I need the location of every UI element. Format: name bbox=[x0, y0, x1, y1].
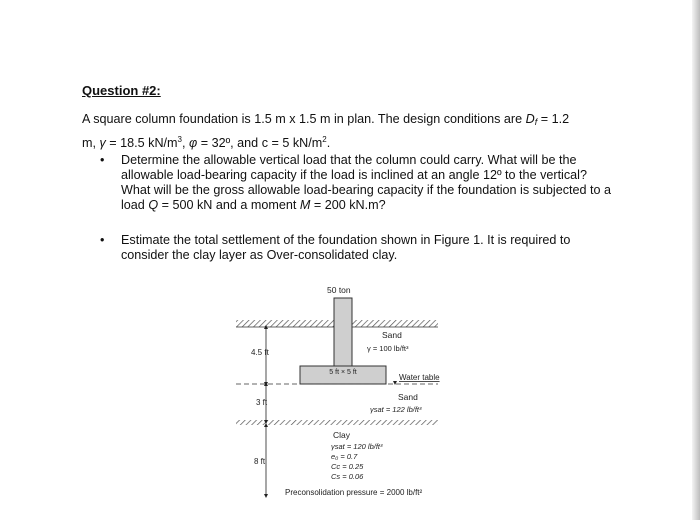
df-subscript: f bbox=[534, 117, 538, 127]
sand-bottom-name: Sand bbox=[398, 392, 418, 402]
df-value: = 1.2 bbox=[537, 112, 570, 126]
dim-bottom-label: 8 ft bbox=[254, 457, 266, 466]
gamma-symbol: γ bbox=[99, 136, 106, 150]
bullet-dot-icon: • bbox=[100, 233, 105, 247]
page-edge-shadow bbox=[692, 0, 700, 520]
bullet-1-text-c: = 200 kN.m? bbox=[310, 198, 386, 212]
bullet-1-text-b: = 500 kN and a moment bbox=[158, 198, 300, 212]
gamma-exponent: 3 bbox=[177, 135, 182, 144]
m-variable: M bbox=[299, 198, 311, 212]
sand-top-name: Sand bbox=[382, 330, 402, 340]
ground-surface-left bbox=[236, 320, 334, 327]
df-variable: D bbox=[525, 112, 535, 126]
phi-separator: , bbox=[182, 136, 189, 150]
footing-size-label: 5 ft × 5 ft bbox=[329, 369, 357, 376]
phi-symbol: φ bbox=[189, 136, 198, 150]
bullet-1-text-a: Determine the allowable vertical load that the column could carry. What will be the allowable load-bearing capacity if the load is inclined at an angle 12º to the vertical? What will be the gross allowable load-bearing capacity if the foundation is subjected to a load bbox=[121, 153, 612, 212]
dim-top-label: 4.5 ft bbox=[251, 348, 269, 357]
sand-bottom-gamma: γsat = 122 lb/ft³ bbox=[370, 405, 422, 414]
gamma-value: = 18.5 kN/m bbox=[105, 136, 178, 150]
preconsolidation-label: Preconsolidation pressure = 2000 lb/ft² bbox=[285, 488, 423, 497]
sand-top-gamma: γ = 100 lb/ft³ bbox=[367, 344, 409, 353]
q-variable: Q bbox=[148, 198, 159, 212]
bullet-1-text bbox=[121, 153, 619, 213]
intro-end: . bbox=[326, 136, 331, 150]
clay-cc: Cc = 0.25 bbox=[331, 462, 364, 471]
column bbox=[334, 298, 352, 366]
bullet-dot-icon: • bbox=[100, 153, 105, 167]
question-intro bbox=[82, 111, 622, 152]
bullet-2-text: Estimate the total settlement of the foundation shown in Figure 1. It is required to consider the clay layer as Over-consolidated clay. bbox=[121, 233, 571, 262]
ground-surface-right bbox=[352, 320, 438, 327]
foundation-figure bbox=[230, 282, 470, 512]
clay-cs: Cs = 0.06 bbox=[331, 472, 364, 481]
load-label: 50 ton bbox=[327, 285, 351, 295]
clay-name: Clay bbox=[333, 430, 351, 440]
c-exponent: 2 bbox=[322, 135, 327, 144]
phi-value: = 32º, and c = 5 kN/m bbox=[197, 136, 323, 150]
dim-mid-label: 3 ft bbox=[256, 398, 268, 407]
intro-part1: A square column foundation is 1.5 m x 1.5 m in plan. The design conditions are bbox=[82, 112, 526, 126]
water-table-label: Water table bbox=[399, 373, 440, 382]
clay-e0: e₀ = 0.7 bbox=[331, 452, 358, 461]
clay-gamma: γsat = 120 lb/ft³ bbox=[331, 442, 383, 451]
intro-line2: m, bbox=[82, 136, 100, 150]
question-heading: Question #2: bbox=[82, 83, 161, 98]
